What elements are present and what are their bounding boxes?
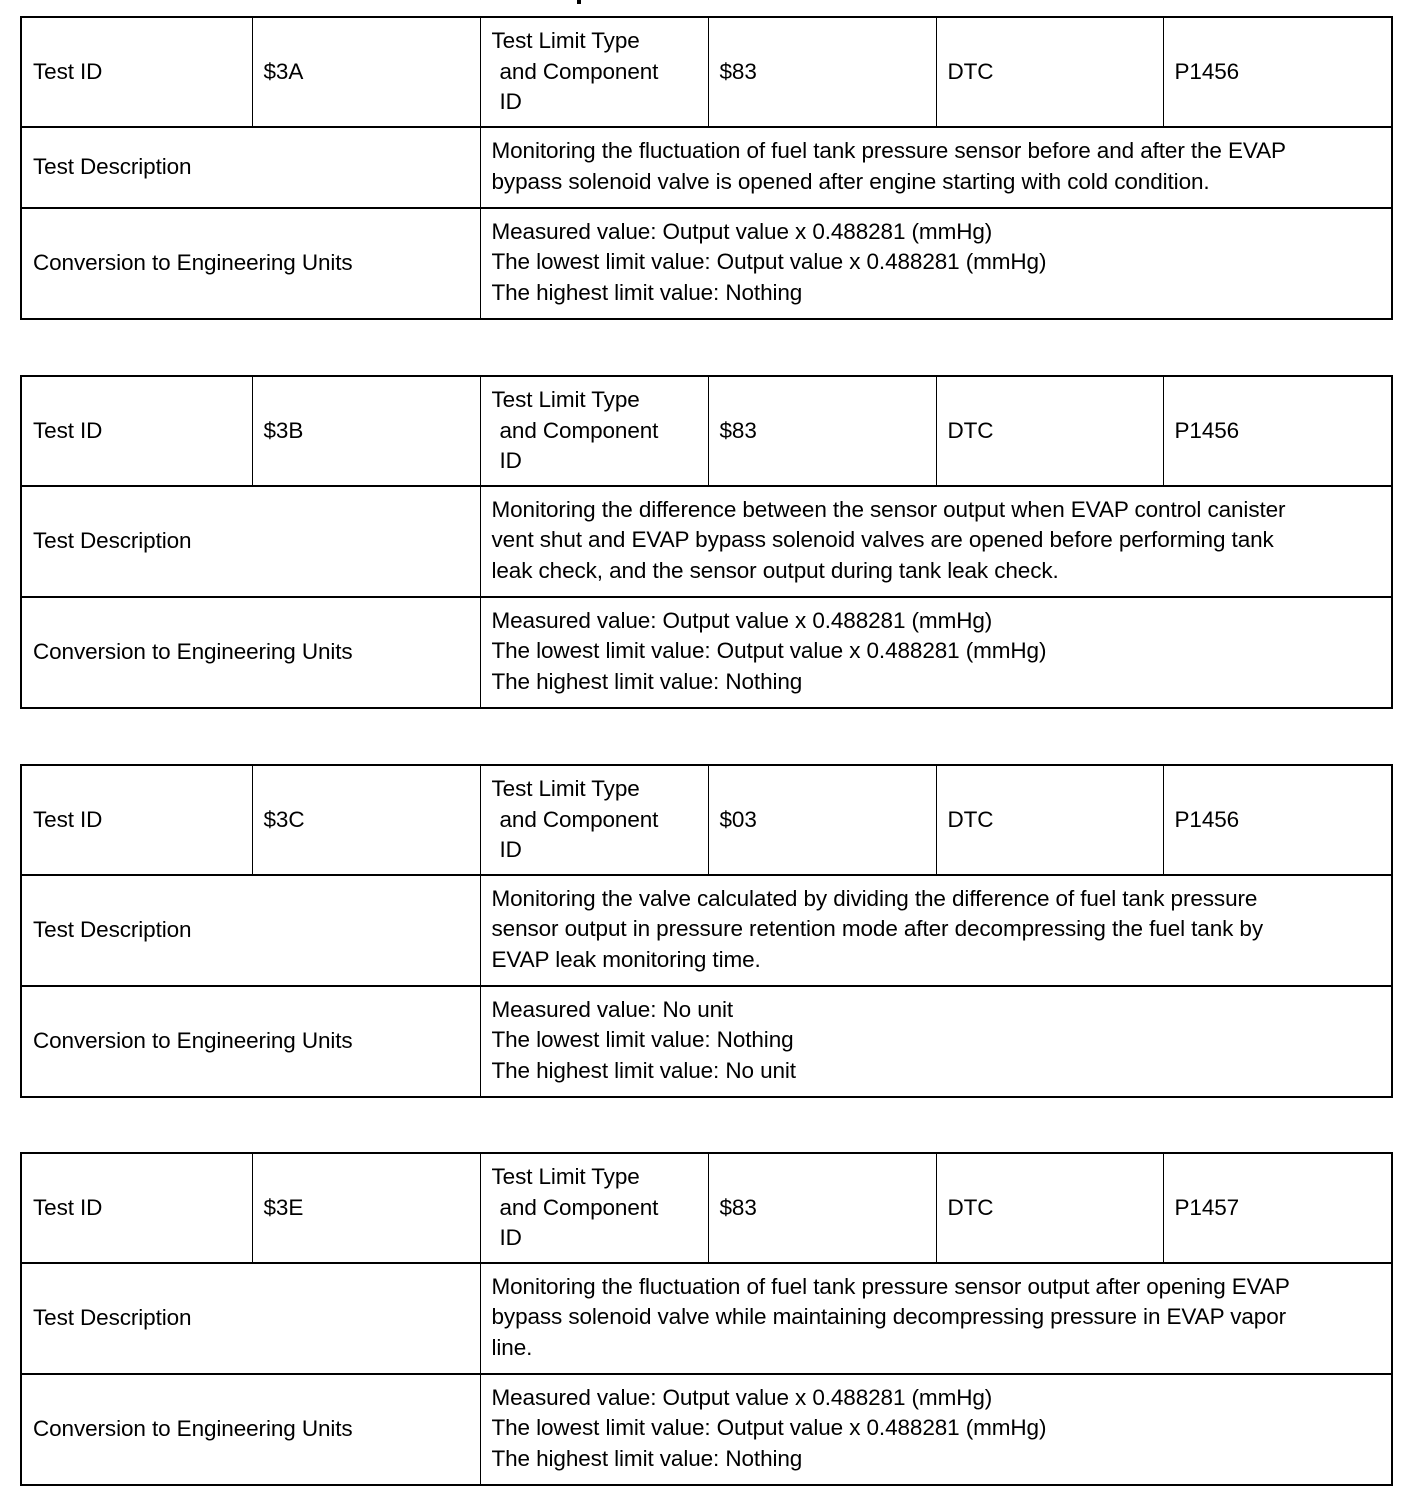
test-id-value: $3B <box>252 376 480 486</box>
test-spec-table-3b <box>20 375 1393 709</box>
dtc-label: DTC <box>936 376 1163 486</box>
conversion-value: Measured value: No unit The lowest limit value: Nothing The highest limit value: No unit <box>480 986 1392 1097</box>
limit-type-value: $83 <box>708 17 936 127</box>
description-row <box>21 875 1392 986</box>
description-value: Monitoring the fluctuation of fuel tank pressure sensor before and after the EVAP bypass solenoid valve is opened after engine starting with cold condition. <box>480 127 1392 208</box>
conversion-label: Conversion to Engineering Units <box>21 208 480 319</box>
conversion-value: Measured value: Output value x 0.488281 (mmHg) The lowest limit value: Output value x 0.488281 (mmHg) The highest limit value: Nothing <box>480 208 1392 319</box>
limit-type-label: Test Limit Type and Component ID <box>480 765 708 875</box>
dtc-value: P1456 <box>1163 765 1392 875</box>
conversion-label: Conversion to Engineering Units <box>21 986 480 1097</box>
dtc-value: P1456 <box>1163 17 1392 127</box>
dtc-label: DTC <box>936 17 1163 127</box>
description-label: Test Description <box>21 1263 480 1374</box>
description-label: Test Description <box>21 875 480 986</box>
limit-type-label: Test Limit Type and Component ID <box>480 17 708 127</box>
limit-type-value: $83 <box>708 1153 936 1263</box>
conversion-row <box>21 986 1392 1097</box>
dtc-label: DTC <box>936 765 1163 875</box>
table-header-row <box>21 376 1392 486</box>
description-value: Monitoring the difference between the sensor output when EVAP control canister vent shut and EVAP bypass solenoid valves are opened before performing tank leak check, and the sensor output during tank leak check. <box>480 486 1392 597</box>
test-id-label: Test ID <box>21 17 252 127</box>
test-spec-table-3e <box>20 1152 1393 1486</box>
dtc-value: P1456 <box>1163 376 1392 486</box>
conversion-row <box>21 1374 1392 1485</box>
limit-type-value: $03 <box>708 765 936 875</box>
test-id-label: Test ID <box>21 376 252 486</box>
conversion-label: Conversion to Engineering Units <box>21 1374 480 1485</box>
test-id-value: $3A <box>252 17 480 127</box>
limit-type-value: $83 <box>708 376 936 486</box>
description-label: Test Description <box>21 127 480 208</box>
description-row <box>21 1263 1392 1374</box>
test-spec-table-3a <box>20 16 1393 320</box>
test-id-label: Test ID <box>21 1153 252 1263</box>
description-value: Monitoring the fluctuation of fuel tank pressure sensor output after opening EVAP bypass solenoid valve while maintaining decompressing pressure in EVAP vapor line. <box>480 1263 1392 1374</box>
limit-type-label: Test Limit Type and Component ID <box>480 376 708 486</box>
description-label: Test Description <box>21 486 480 597</box>
test-id-label: Test ID <box>21 765 252 875</box>
conversion-row <box>21 597 1392 708</box>
description-value: Monitoring the valve calculated by dividing the difference of fuel tank pressure sensor output in pressure retention mode after decompressing the fuel tank by EVAP leak monitoring time. <box>480 875 1392 986</box>
dtc-label: DTC <box>936 1153 1163 1263</box>
page-edge-mark <box>577 0 581 4</box>
conversion-value: Measured value: Output value x 0.488281 (mmHg) The lowest limit value: Output value x 0.488281 (mmHg) The highest limit value: Nothing <box>480 1374 1392 1485</box>
conversion-row <box>21 208 1392 319</box>
test-spec-table-3c <box>20 764 1393 1098</box>
description-row <box>21 486 1392 597</box>
table-header-row <box>21 1153 1392 1263</box>
table-header-row <box>21 17 1392 127</box>
table-header-row <box>21 765 1392 875</box>
test-id-value: $3C <box>252 765 480 875</box>
limit-type-label: Test Limit Type and Component ID <box>480 1153 708 1263</box>
test-id-value: $3E <box>252 1153 480 1263</box>
conversion-value: Measured value: Output value x 0.488281 (mmHg) The lowest limit value: Output value x 0.488281 (mmHg) The highest limit value: Nothing <box>480 597 1392 708</box>
conversion-label: Conversion to Engineering Units <box>21 597 480 708</box>
dtc-value: P1457 <box>1163 1153 1392 1263</box>
description-row <box>21 127 1392 208</box>
